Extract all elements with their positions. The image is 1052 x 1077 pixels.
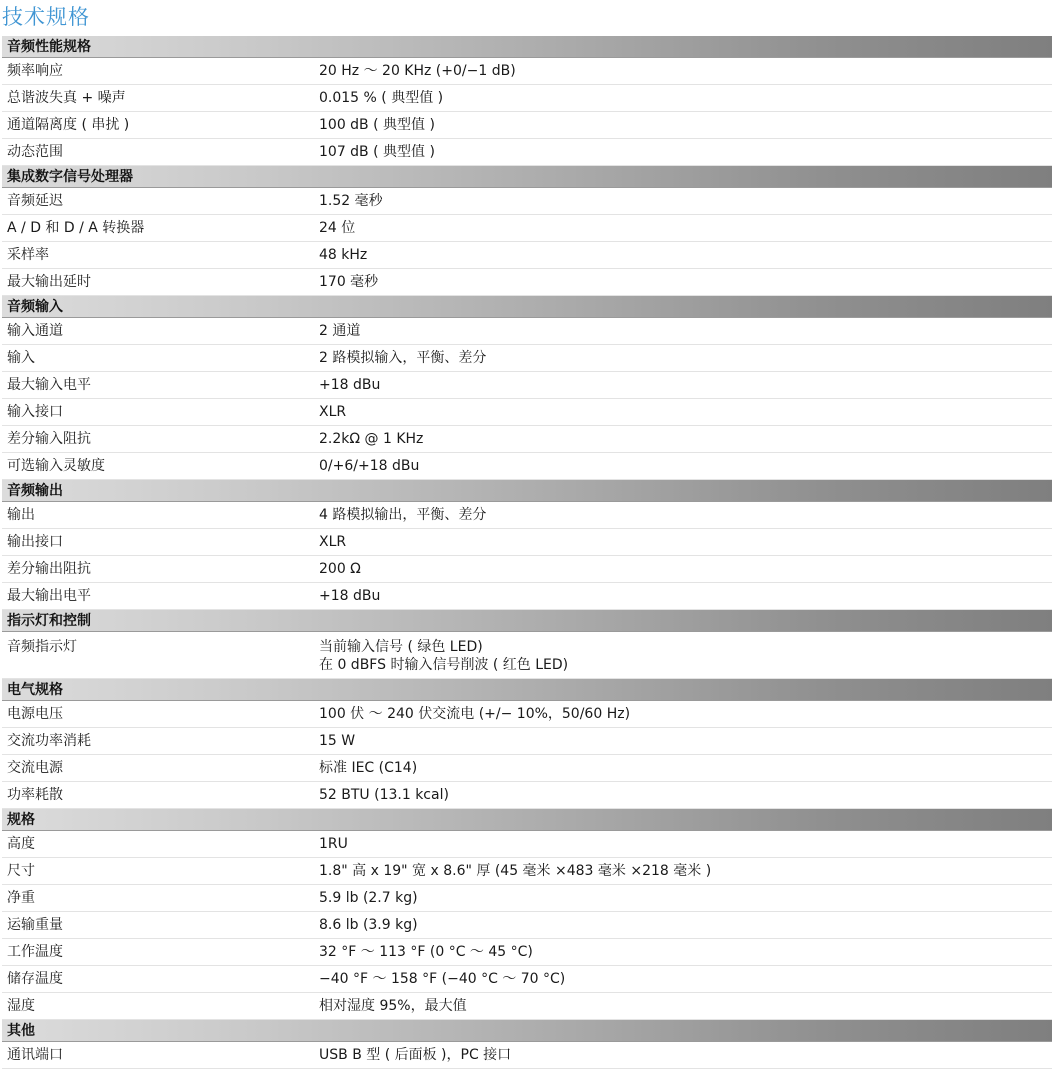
spec-label: 输出接口 [7, 534, 63, 550]
spec-value [319, 529, 1052, 555]
spec-value [319, 112, 1052, 138]
spec-value [319, 831, 1052, 857]
spec-row [2, 188, 1052, 215]
spec-label: 最大输出延时 [7, 274, 91, 290]
spec-value [319, 583, 1052, 609]
spec-row [2, 426, 1052, 453]
spec-row [2, 632, 1052, 679]
spec-row [2, 556, 1052, 583]
spec-label: 最大输出电平 [7, 588, 91, 604]
spec-label: 最大输入电平 [7, 377, 91, 393]
spec-value-line: 2 路模拟输入，平衡、差分 [319, 350, 487, 366]
spec-table [2, 36, 1052, 1069]
spec-row [2, 372, 1052, 399]
spec-value [319, 1042, 1052, 1068]
spec-label: 输入 [7, 350, 35, 366]
spec-label: 湿度 [7, 998, 35, 1014]
spec-label: 运输重量 [7, 917, 63, 933]
spec-row [2, 269, 1052, 296]
spec-row [2, 453, 1052, 480]
spec-value [319, 858, 1052, 884]
spec-value-line: 相对湿度 95%，最大值 [319, 998, 467, 1014]
spec-row [2, 139, 1052, 166]
spec-value [319, 502, 1052, 528]
spec-value [319, 632, 1052, 678]
spec-value [319, 701, 1052, 727]
spec-value-line: XLR [319, 404, 347, 420]
section-header: 指示灯和控制 [2, 610, 1052, 632]
spec-row [2, 85, 1052, 112]
spec-value-line: 标准 IEC (C14) [319, 760, 418, 776]
spec-value [319, 782, 1052, 808]
spec-value-line: 107 dB ( 典型值 ) [319, 144, 435, 160]
spec-value-line: 2 通道 [319, 323, 361, 339]
section-header: 音频输入 [2, 296, 1052, 318]
spec-value [319, 556, 1052, 582]
spec-value-line: 100 伏 ～ 240 伏交流电 (+/− 10%，50/60 Hz) [319, 706, 631, 722]
spec-row [2, 502, 1052, 529]
spec-value [319, 426, 1052, 452]
spec-value-line: 100 dB ( 典型值 ) [319, 117, 435, 133]
spec-label: 差分输入阻抗 [7, 431, 91, 447]
spec-value [319, 242, 1052, 268]
spec-value-line: 1.52 毫秒 [319, 193, 383, 209]
spec-label: 采样率 [7, 247, 49, 263]
spec-value-line: 0/+6/+18 dBu [319, 458, 420, 474]
spec-label: 输出 [7, 507, 35, 523]
spec-row [2, 399, 1052, 426]
section-header: 其他 [2, 1020, 1052, 1042]
spec-row [2, 112, 1052, 139]
spec-row [2, 912, 1052, 939]
spec-row [2, 728, 1052, 755]
spec-value [319, 993, 1052, 1019]
spec-value [319, 215, 1052, 241]
spec-row [2, 318, 1052, 345]
spec-label: 交流电源 [7, 760, 63, 776]
spec-row [2, 529, 1052, 556]
spec-value [319, 885, 1052, 911]
spec-row [2, 939, 1052, 966]
spec-label: 频率响应 [7, 63, 63, 79]
spec-row [2, 701, 1052, 728]
spec-value-line: 32 °F ～ 113 °F (0 °C ～ 45 °C) [319, 944, 533, 960]
spec-label: 通讯端口 [7, 1047, 63, 1063]
spec-value-line: USB B 型 ( 后面板 )，PC 接口 [319, 1047, 512, 1063]
spec-value [319, 139, 1052, 165]
spec-row [2, 58, 1052, 85]
spec-value-line: +18 dBu [319, 588, 381, 604]
spec-value-line: 170 毫秒 [319, 274, 379, 290]
section-header: 音频输出 [2, 480, 1052, 502]
section-header: 集成数字信号处理器 [2, 166, 1052, 188]
section-header: 音频性能规格 [2, 36, 1052, 58]
spec-value-line: −40 °F ～ 158 °F (−40 °C ～ 70 °C) [319, 971, 566, 987]
spec-value-line: 24 位 [319, 220, 356, 236]
spec-row [2, 858, 1052, 885]
spec-label: 高度 [7, 836, 35, 852]
spec-label: 功率耗散 [7, 787, 63, 803]
spec-value [319, 453, 1052, 479]
spec-value-line: 20 Hz ～ 20 KHz (+0/−1 dB) [319, 63, 516, 79]
spec-value-line: 1RU [319, 836, 348, 852]
section-header: 规格 [2, 809, 1052, 831]
spec-label: 差分输出阻抗 [7, 561, 91, 577]
spec-label: 输入通道 [7, 323, 63, 339]
spec-value-line: +18 dBu [319, 377, 381, 393]
spec-label: 输入接口 [7, 404, 63, 420]
spec-value [319, 58, 1052, 84]
spec-value-line: 200 Ω [319, 561, 361, 577]
spec-label: 电源电压 [7, 706, 63, 722]
spec-row [2, 215, 1052, 242]
spec-label: 总谐波失真 + 噪声 [7, 90, 126, 106]
spec-value [319, 728, 1052, 754]
spec-value [319, 912, 1052, 938]
spec-value [319, 269, 1052, 295]
spec-value [319, 399, 1052, 425]
spec-value [319, 966, 1052, 992]
spec-label: 动态范围 [7, 144, 63, 160]
spec-row [2, 831, 1052, 858]
spec-label: 净重 [7, 890, 35, 906]
spec-value-line: 在 0 dBFS 时输入信号削波 ( 红色 LED) [319, 657, 569, 673]
spec-row [2, 885, 1052, 912]
spec-value-line: 52 BTU (13.1 kcal) [319, 787, 449, 803]
spec-value-line: 48 kHz [319, 247, 368, 263]
spec-row [2, 583, 1052, 610]
spec-row [2, 966, 1052, 993]
spec-value [319, 345, 1052, 371]
spec-label: 尺寸 [7, 863, 35, 879]
spec-label: 工作温度 [7, 944, 63, 960]
spec-value-line: 1.8" 高 x 19" 宽 x 8.6" 厚 (45 毫米 ×483 毫米 ×218 毫米 ) [319, 863, 712, 879]
spec-label: 音频延迟 [7, 193, 63, 209]
spec-label: 交流功率消耗 [7, 733, 91, 749]
spec-value [319, 85, 1052, 111]
spec-row [2, 242, 1052, 269]
spec-value-line: 15 W [319, 733, 356, 749]
spec-value-line: 0.015 % ( 典型值 ) [319, 90, 444, 106]
spec-row [2, 993, 1052, 1020]
spec-label: 通道隔离度 ( 串扰 ) [7, 117, 130, 133]
spec-label: 储存温度 [7, 971, 63, 987]
page-title: 技术规格 [2, 5, 90, 29]
spec-value [319, 372, 1052, 398]
spec-value [319, 755, 1052, 781]
spec-label: A / D 和 D / A 转换器 [7, 220, 145, 236]
spec-value [319, 188, 1052, 214]
spec-value [319, 318, 1052, 344]
spec-value [319, 939, 1052, 965]
section-header: 电气规格 [2, 679, 1052, 701]
spec-row [2, 1042, 1052, 1069]
spec-value-line: 8.6 lb (3.9 kg) [319, 917, 418, 933]
spec-value-line: XLR [319, 534, 347, 550]
spec-row [2, 782, 1052, 809]
spec-row [2, 345, 1052, 372]
spec-value-line: 2.2kΩ @ 1 KHz [319, 431, 424, 447]
spec-value-line: 4 路模拟输出，平衡、差分 [319, 507, 487, 523]
spec-label: 可选输入灵敏度 [7, 458, 105, 474]
spec-row [2, 755, 1052, 782]
spec-value-line: 当前输入信号 ( 绿色 LED) [319, 639, 483, 655]
spec-value-line: 5.9 lb (2.7 kg) [319, 890, 418, 906]
spec-label: 音频指示灯 [7, 639, 77, 655]
